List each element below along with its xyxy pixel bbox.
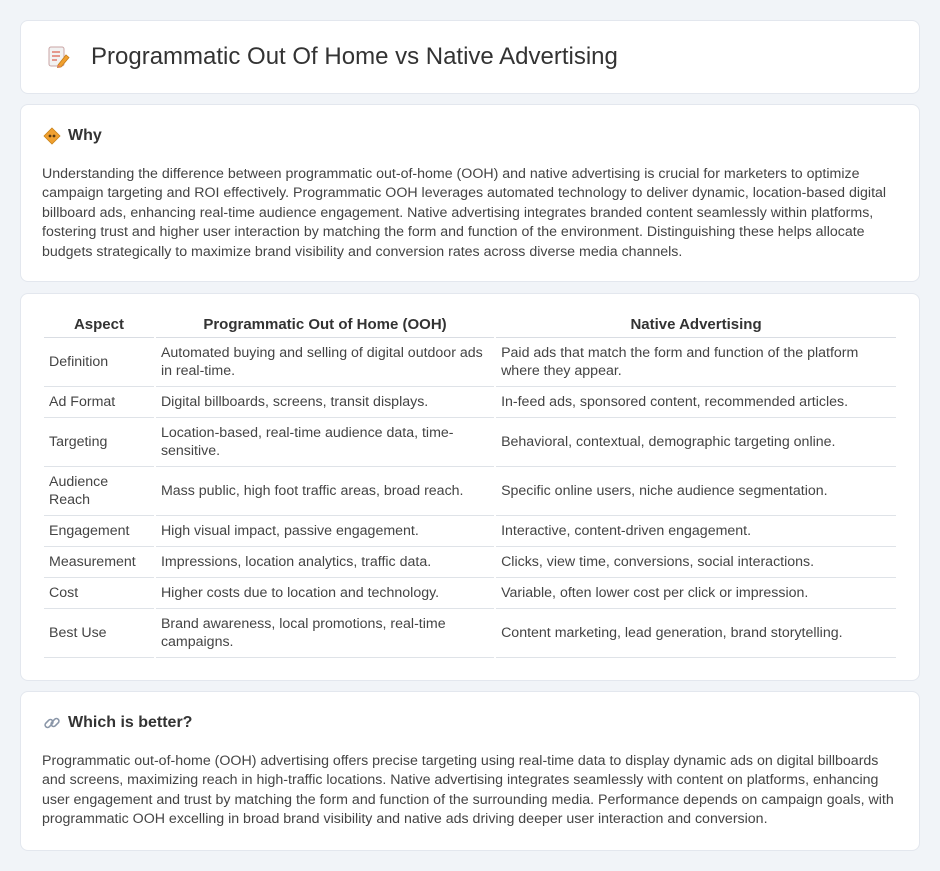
- native-cell: Content marketing, lead generation, brand storytelling.: [496, 609, 896, 658]
- aspect-cell: Engagement: [44, 516, 154, 547]
- aspect-cell: Definition: [44, 338, 154, 387]
- ooh-cell: Impressions, location analytics, traffic data.: [156, 547, 494, 578]
- link-icon: [43, 714, 61, 732]
- why-text: Understanding the difference between programmatic out-of-home (OOH) and native advertising is crucial for marketers to optimize campaign targeting and ROI effectively. Programmatic OOH leverages automated technology to deliver dynamic, location-based digital billboard ads, enhancing real-time audience engagement. Native advertising integrates branded content seamlessly within platforms, fostering trust and higher user interaction by matching the form and function of the environment. Distinguishing these helps allocate budgets strategically to maximize brand visibility and conversion rates across diverse media channels.: [42, 166, 887, 260]
- page-title: Programmatic Out Of Home vs Native Advertising: [91, 43, 618, 70]
- table-row: [44, 609, 896, 658]
- aspect-cell: Best Use: [44, 609, 154, 658]
- native-cell: Interactive, content-driven engagement.: [496, 516, 896, 547]
- better-heading: Which is better?: [68, 714, 193, 731]
- table-row: [44, 547, 896, 578]
- ooh-cell: Brand awareness, local promotions, real-time campaigns.: [156, 609, 494, 658]
- title-card: [20, 20, 920, 94]
- title-row: [45, 43, 618, 71]
- column-header: Programmatic Out of Home (OOH): [156, 316, 494, 338]
- why-heading-row: [43, 127, 102, 145]
- table-row: [44, 338, 896, 387]
- table-row: [44, 516, 896, 547]
- ooh-cell: Mass public, high foot traffic areas, broad reach.: [156, 467, 494, 516]
- ooh-cell: Higher costs due to location and technology.: [156, 578, 494, 609]
- column-header: Native Advertising: [496, 316, 896, 338]
- better-heading-row: [43, 714, 192, 732]
- why-heading: Why: [68, 127, 102, 144]
- aspect-cell: Cost: [44, 578, 154, 609]
- aspect-cell: Ad Format: [44, 387, 154, 418]
- native-cell: Clicks, view time, conversions, social interactions.: [496, 547, 896, 578]
- comparison-section: [20, 293, 920, 681]
- aspect-cell: Measurement: [44, 547, 154, 578]
- which-is-better-section: [20, 691, 920, 851]
- native-cell: Specific online users, niche audience segmentation.: [496, 467, 896, 516]
- column-header: Aspect: [44, 316, 154, 338]
- aspect-cell: Targeting: [44, 418, 154, 467]
- ooh-cell: Digital billboards, screens, transit displays.: [156, 387, 494, 418]
- table-row: [44, 467, 896, 516]
- table-row: [44, 418, 896, 467]
- better-text: Programmatic out-of-home (OOH) advertising offers precise targeting using real-time data to display dynamic ads on digital billboards and screens, maximizing reach in high-traffic locations. Native advertising integrates seamlessly with content on platforms, enhancing user engagement and trust by matching the form and function of the surrounding media. Performance depends on campaign goals, with programmatic OOH excelling in broad brand visibility and native ads driving deeper user interaction and conversion.: [42, 753, 894, 828]
- diamond-sign-icon: [43, 127, 61, 145]
- native-cell: Variable, often lower cost per click or impression.: [496, 578, 896, 609]
- native-cell: In-feed ads, sponsored content, recommended articles.: [496, 387, 896, 418]
- table-header-row: [44, 316, 896, 338]
- ooh-cell: High visual impact, passive engagement.: [156, 516, 494, 547]
- comparison-table: [42, 316, 898, 658]
- ooh-cell: Location-based, real-time audience data, time-sensitive.: [156, 418, 494, 467]
- why-section: [20, 104, 920, 282]
- document-pencil-icon: [45, 44, 71, 70]
- table-row: [44, 387, 896, 418]
- native-cell: Paid ads that match the form and function of the platform where they appear.: [496, 338, 896, 387]
- aspect-cell: Audience Reach: [44, 467, 154, 516]
- table-row: [44, 578, 896, 609]
- native-cell: Behavioral, contextual, demographic targeting online.: [496, 418, 896, 467]
- ooh-cell: Automated buying and selling of digital outdoor ads in real-time.: [156, 338, 494, 387]
